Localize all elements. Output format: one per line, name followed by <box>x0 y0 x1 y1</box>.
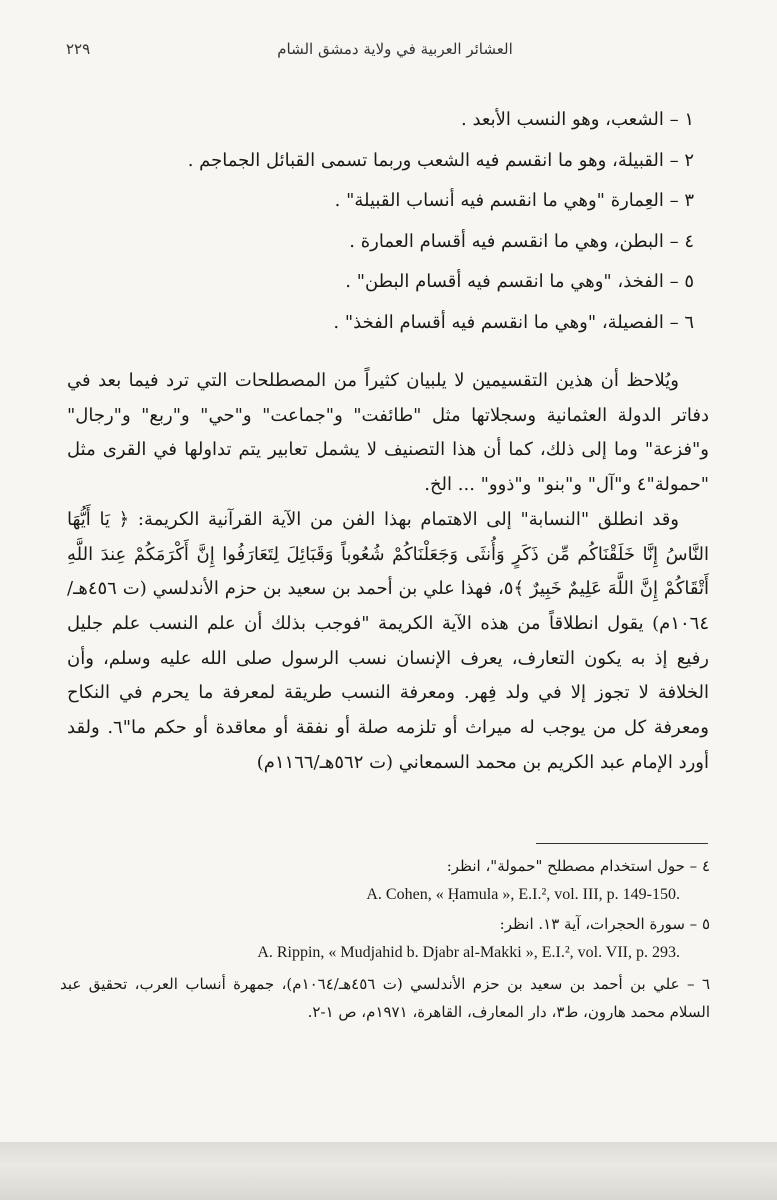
list-item: ٣ – العِمارة "وهي ما انقسم فيه أنساب القبيلة" . <box>334 190 694 211</box>
paragraph: ويُلاحظ أن هذين التقسيمين لا يلبيان كثيراً من المصطلحات التي ترد فيما بعد في دفاتر الدولة العثمانية وسجلاتها مثل "طائفت" و"جماعت" و"حي" و"ربع" و"رجال" و"فزعة" وما إلى ذلك، كما أن هذا التصنيف لا يشمل تعابير يتم تداولها في القرى مثل "حمولة"٤ و"آل" و"بنو" و"ذوو" ... الخ. <box>67 370 709 496</box>
list-item: ٥ – الفخذ، "وهي ما انقسم فيه أقسام البطن" . <box>345 271 694 292</box>
footnote-text: ٦ – علي بن أحمد بن سعيد بن حزم الأندلسي (ت ٤٥٦هـ/١٠٦٤م)، جمهرة أنساب العرب، تحقيق عبد السلام محمد هارون، ط٣، دار المعارف، القاهرة، ١٩٧١م، ص ١-٢. <box>60 975 710 1021</box>
list-item: ٤ – البطن، وهي ما انقسم فيه أقسام العمارة . <box>349 230 694 252</box>
footnote-text: ٤ – حول استخدام مصطلح "حمولة"، انظر: <box>446 857 710 875</box>
scan-bottom-edge <box>0 1142 777 1200</box>
footnote-4 <box>60 852 710 910</box>
footnote-5 <box>60 910 710 968</box>
list-item: ١ – الشعب، وهو النسب الأبعد . <box>461 109 694 130</box>
list-item: ٦ – الفصيلة، "وهي ما انقسم فيه أقسام الفخذ" . <box>333 311 694 333</box>
classification-list <box>74 100 694 343</box>
footnotes <box>60 852 710 1026</box>
footnote-reference: A. Rippin, « Mudjahid b. Djabr al-Makki », E.I.², vol. VII, p. 293. <box>257 944 680 961</box>
footnote-divider <box>536 843 708 844</box>
footnote-text: ٥ – سورة الحجرات، آية ١٣. انظر: <box>499 915 710 933</box>
footnote-reference: A. Cohen, « Ḥamula », E.I.², vol. III, p. 149-150. <box>366 886 680 903</box>
footnote-6 <box>60 970 710 1026</box>
running-header-title: العشائر العربية في ولاية دمشق الشام <box>277 40 513 58</box>
list-item: ٢ – القبيلة، وهو ما انقسم فيه الشعب وربما تسمى القبائل الجماجم . <box>187 149 694 171</box>
paragraph: وقد انطلق "النسابة" إلى الاهتمام بهذا الفن من الآية القرآنية الكريمة: ﴿ يَا أَيُّهَا النَّاسُ إِنَّا خَلَقْنَاكُم مِّن ذَكَرٍ وَأُنثَى وَجَعَلْنَاكُمْ شُعُوباً وَقَبَائِلَ لِتَعَارَفُوا إِنَّ أَكْرَمَكُمْ عِندَ اللَّهِ أَتْقَاكُمْ إِنَّ اللَّهَ عَلِيمٌ خَبِيرٌ ﴾٥، فهذا علي بن أحمد بن سعيد بن حزم الأندلسي (ت ٤٥٦هـ/١٠٦٤م) يقول انطلاقاً من هذه الآية الكريمة "فوجب بذلك أن علم النسب علم جليل رفيع إذ به يكون التعارف، يعرف الإنسان نسب الرسول صلى الله عليه وسلم، وأن الخلافة لا تجوز إلا في ولد فِهر. ومعرفة النسب طريقة لمعرفة ما يحرم في النكاح ومعرفة كل من يوجب له ميراث أو تلزمه صلة أو نفقة أو معاقدة أو حكم ما"٦. ولقد أورد الإمام عبد الكريم بن محمد السمعاني (ت ٥٦٢هـ/١١٦٦م) <box>67 508 709 773</box>
page-number: ٢٢٩ <box>66 40 91 58</box>
body-text <box>67 364 709 780</box>
